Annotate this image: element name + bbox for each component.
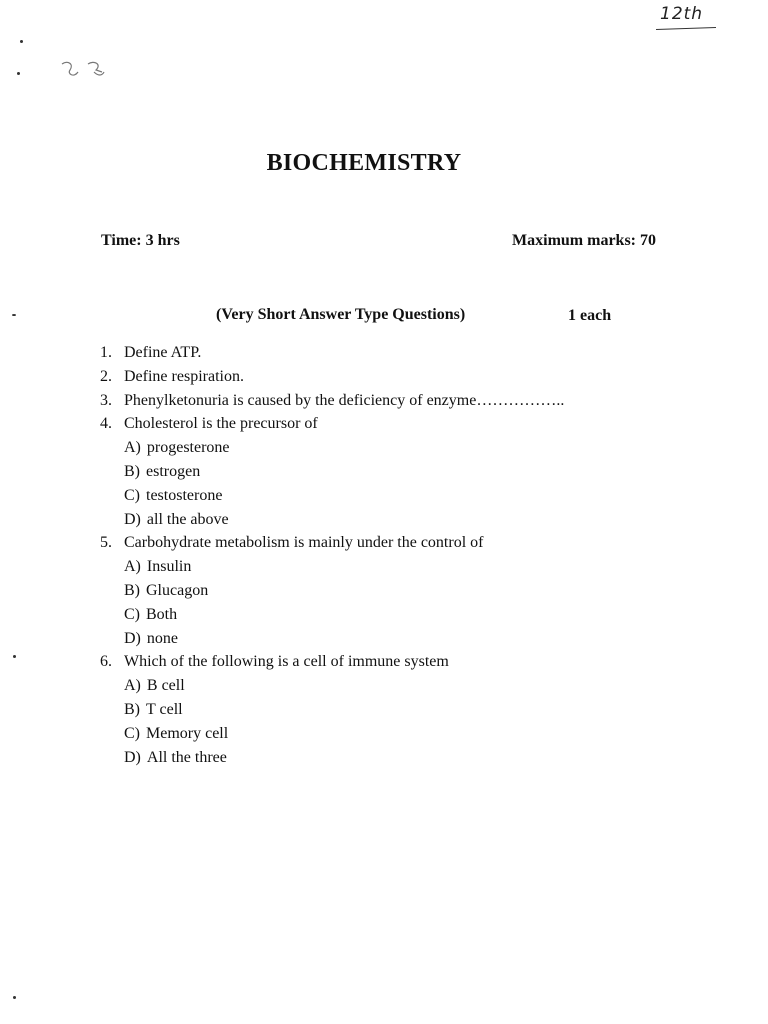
- option-letter: D): [124, 629, 141, 647]
- option-text: all the above: [146, 510, 229, 528]
- question-item: [100, 341, 680, 365]
- question-text: Carbohydrate metabolism is mainly under the control of: [124, 534, 484, 552]
- answer-option: [124, 436, 680, 460]
- scribble-mark-icon: [58, 58, 110, 82]
- question-number: 5.: [100, 534, 112, 552]
- option-letter: A): [124, 558, 141, 576]
- question-text: Which of the following is a cell of immune system: [124, 653, 449, 671]
- option-text: testosterone: [146, 486, 223, 504]
- question-text: Cholesterol is the precursor of: [124, 415, 318, 433]
- page-title: BIOCHEMISTRY: [266, 150, 462, 176]
- answer-option: [124, 460, 680, 484]
- option-letter: B): [124, 581, 140, 599]
- option-letter: C): [124, 605, 140, 623]
- option-letter: A): [124, 439, 141, 457]
- answer-option: [124, 508, 680, 532]
- section-marks: 1 each: [568, 307, 612, 324]
- question-item: [100, 365, 680, 389]
- question-item: [100, 389, 680, 413]
- question-item: [100, 412, 680, 531]
- option-text: B cell: [146, 677, 185, 695]
- answer-option: [124, 698, 680, 722]
- option-text: estrogen: [146, 462, 201, 480]
- option-text: Insulin: [146, 558, 192, 576]
- option-text: Memory cell: [146, 724, 229, 742]
- answer-option: [124, 722, 680, 746]
- answer-option: [124, 627, 680, 651]
- exam-duration: Time: 3 hrs: [101, 232, 180, 249]
- option-text: Both: [146, 605, 178, 623]
- question-text: Phenylketonuria is caused by the deficiency of enzyme……………..: [124, 391, 565, 409]
- option-list: [100, 555, 680, 650]
- question-text: Define ATP.: [124, 344, 202, 361]
- question-number: 3.: [100, 391, 112, 409]
- option-text: Glucagon: [146, 581, 209, 599]
- question-number: 2.: [100, 367, 112, 385]
- scan-speck: [13, 655, 16, 658]
- option-letter: B): [124, 462, 140, 480]
- handwritten-annotation: 12th: [660, 4, 704, 24]
- answer-option: [124, 579, 680, 603]
- option-text: All the three: [146, 748, 227, 766]
- question-number: 1.: [100, 344, 112, 361]
- annotation-underline: [656, 27, 716, 30]
- scan-speck: [13, 996, 16, 999]
- option-text: none: [146, 629, 178, 647]
- answer-option: [124, 746, 680, 770]
- option-list: [100, 436, 680, 531]
- option-letter: D): [124, 748, 141, 766]
- option-letter: D): [124, 510, 141, 528]
- option-letter: B): [124, 700, 140, 718]
- option-list: [100, 674, 680, 769]
- question-number: 4.: [100, 415, 112, 433]
- answer-option: [124, 674, 680, 698]
- option-letter: A): [124, 677, 141, 695]
- question-item: [100, 650, 680, 769]
- question-item: [100, 531, 680, 650]
- section-title: (Very Short Answer Type Questions): [216, 306, 466, 323]
- scan-speck: [20, 40, 23, 43]
- scan-speck: [17, 72, 20, 75]
- answer-option: [124, 555, 680, 579]
- option-letter: C): [124, 486, 140, 504]
- option-text: T cell: [146, 700, 183, 718]
- answer-option: [124, 484, 680, 508]
- maximum-marks: Maximum marks: 70: [512, 232, 656, 249]
- scan-speck: [12, 314, 16, 316]
- option-text: progesterone: [146, 439, 230, 457]
- question-number: 6.: [100, 653, 112, 671]
- question-text: Define respiration.: [124, 367, 244, 385]
- answer-option: [124, 603, 680, 627]
- question-list: [100, 341, 680, 769]
- option-letter: C): [124, 724, 140, 742]
